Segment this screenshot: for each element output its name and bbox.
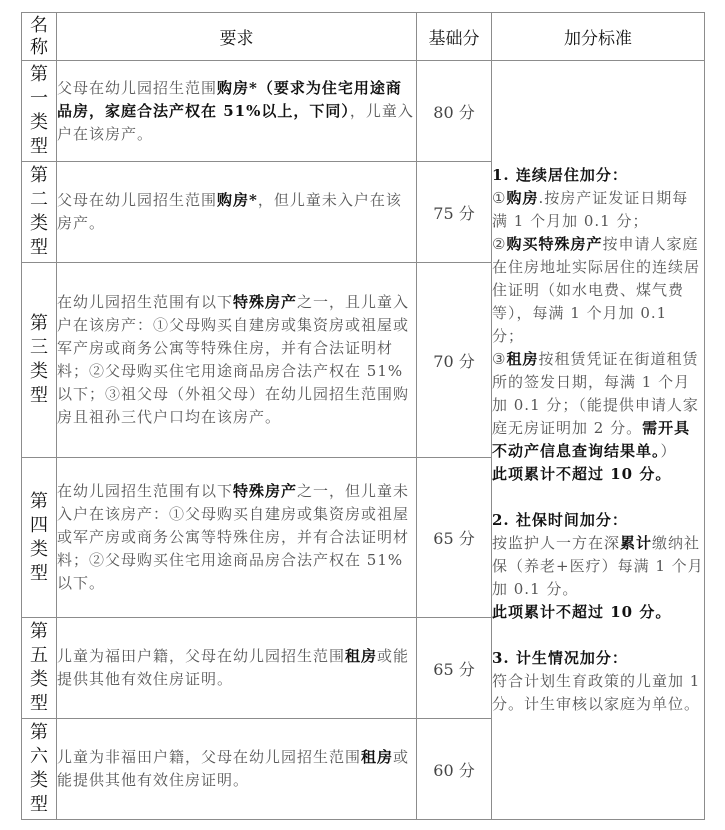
header-requirement: 要求 (57, 13, 417, 61)
spacer (492, 486, 704, 509)
type-cell (22, 61, 57, 162)
type-cell (22, 458, 57, 618)
text-span: 之一，且儿童入户在该房产：①父母购买自建房或集资房或祖屋或军产房或商务公寓等特殊住房，并有合法证明材料；②父母购买住宅用途商品房合法产权在 51%以下；③祖父母（外祖父母）在幼儿园招生范围购房且祖孙三代户口均在该房产。 (57, 293, 410, 426)
text-span: ① (492, 189, 507, 207)
emphasis-text: 特殊房产 (233, 293, 298, 311)
emphasis-text: 特殊房产 (233, 482, 298, 500)
emphasis-text: 租房 (345, 647, 378, 665)
header-name-char: 称 (30, 36, 48, 58)
emphasis-text: 购房 (506, 189, 539, 207)
emphasis-text: 购买特殊房产 (506, 235, 603, 253)
bonus-section3-title: 3. 计生情况加分： (492, 649, 628, 667)
emphasis-text: 需开具不动产信息查询结果单。 (492, 419, 691, 460)
emphasis-text: 租房 (361, 748, 394, 766)
type-label-char: 型 (30, 136, 48, 157)
type-label-char: 型 (30, 237, 48, 258)
type-label-char: 类 (30, 361, 48, 382)
base-score-cell: 60 分 (417, 719, 492, 820)
bonus-section1-cap: 此项累计不超过 10 分。 (492, 465, 672, 483)
admission-points-table (21, 12, 705, 820)
header-row (22, 13, 705, 61)
type-label-char: 类 (30, 538, 48, 560)
requirement-cell (57, 61, 417, 162)
text-span: ② (492, 235, 507, 253)
spacer (492, 624, 704, 647)
requirement-cell (57, 162, 417, 263)
text-span: 在幼儿园招生范围有以下 (57, 293, 234, 311)
base-score-cell: 65 分 (417, 458, 492, 618)
bonus-section1-item-2 (492, 233, 704, 348)
base-score-cell: 80 分 (417, 61, 492, 162)
requirement-cell (57, 263, 417, 458)
header-name-char: 名 (30, 14, 48, 36)
bonus-section2-body (492, 532, 704, 601)
type-label-char: 类 (30, 669, 48, 690)
text-span: 父母在幼儿园招生范围 (57, 78, 218, 97)
type-label-char: 六 (30, 746, 48, 767)
bonus-section1-item-1 (492, 187, 704, 233)
text-span: 父母在幼儿园招生范围 (57, 191, 218, 209)
bonus-section1-item-3 (492, 348, 704, 463)
type-label-char: 四 (30, 514, 48, 536)
emphasis-text: 购房*（要求为住宅用途商品房，家庭合法产权在 51%以上，下同） (57, 78, 402, 120)
bonus-section2-cap: 此项累计不超过 10 分。 (492, 603, 672, 621)
type-cell (22, 618, 57, 719)
bonus-section2-title: 2. 社保时间加分： (492, 511, 628, 529)
type-label-char: 型 (30, 693, 48, 714)
type-label-char: 类 (30, 770, 48, 791)
table-row (22, 61, 705, 162)
type-label-char: 型 (30, 562, 48, 584)
type-label-char: 第 (30, 722, 48, 743)
bonus-section1-title: 1. 连续居住加分： (492, 166, 628, 184)
requirement-cell (57, 618, 417, 719)
type-label-char: 三 (30, 337, 48, 358)
text-span: 按监护人一方在深 (492, 534, 621, 552)
type-label-char: 第 (30, 313, 48, 334)
type-cell (22, 162, 57, 263)
type-label-char: 型 (30, 385, 48, 406)
text-span: 按申请人家庭在住房地址实际居住的连续居住证明（如水电费、煤气费等），每满 1 个月加 0.1 分； (492, 235, 701, 345)
type-label-char: 第 (30, 165, 48, 186)
text-span: ③ (492, 350, 507, 368)
base-score-cell: 70 分 (417, 263, 492, 458)
emphasis-text: 租房 (506, 350, 539, 368)
text-span: .按房产证发证日期每满 1 个月加 0.1 分； (492, 189, 689, 230)
requirement-cell (57, 458, 417, 618)
text-span: 儿童为非福田户籍，父母在幼儿园招生范围 (57, 748, 362, 766)
type-label-char: 一 (30, 88, 48, 109)
text-span: 或能提供其他有效住房证明。 (57, 748, 410, 789)
type-label-char: 类 (30, 112, 48, 133)
text-span: ，儿童入户在该房产。 (57, 101, 414, 143)
type-label-char: 类 (30, 213, 48, 234)
text-span: ，但儿童未入户在该房产。 (57, 191, 402, 232)
requirement-cell (57, 719, 417, 820)
type-cell (22, 719, 57, 820)
base-score-cell: 65 分 (417, 618, 492, 719)
header-bonus-standard: 加分标准 (492, 13, 705, 61)
text-span: 按租赁凭证在街道租赁所的签发日期，每满 1 个月加 0.1 分；（能提供申请人家庭无房证明加 2 分。 (492, 350, 699, 437)
text-span: 缴纳社保（养老+医疗）每满 1 个月加 0.1 分。 (492, 534, 704, 598)
bonus-standard-cell (492, 61, 705, 820)
type-label-char: 型 (30, 794, 48, 815)
type-label-char: 第 (30, 621, 48, 642)
text-span: 或能提供其他有效住房证明。 (57, 647, 410, 688)
emphasis-text: 累计 (620, 534, 653, 552)
type-label-char: 第 (30, 490, 48, 512)
type-label-char: 二 (30, 189, 48, 210)
text-span: 儿童为福田户籍，父母在幼儿园招生范围 (57, 647, 346, 665)
header-name (22, 13, 57, 61)
base-score-cell: 75 分 (417, 162, 492, 263)
type-label-char: 五 (30, 645, 48, 666)
type-label-char: 第 (30, 64, 48, 85)
emphasis-text: 购房* (217, 191, 258, 209)
header-base-score: 基础分 (417, 13, 492, 61)
bonus-section3-body: 符合计划生育政策的儿童加 1 分。计生审核以家庭为单位。 (492, 672, 701, 713)
text-span: 在幼儿园招生范围有以下 (57, 482, 234, 500)
type-cell (22, 263, 57, 458)
text-span: 之一，但儿童未入户在该房产：①父母购买自建房或集资房或祖屋或军产房或商务公寓等特殊住房，并有合法证明材料；②父母购买住宅用途商品房合法产权在 51%以下。 (57, 482, 410, 592)
text-span: ） (660, 442, 677, 460)
